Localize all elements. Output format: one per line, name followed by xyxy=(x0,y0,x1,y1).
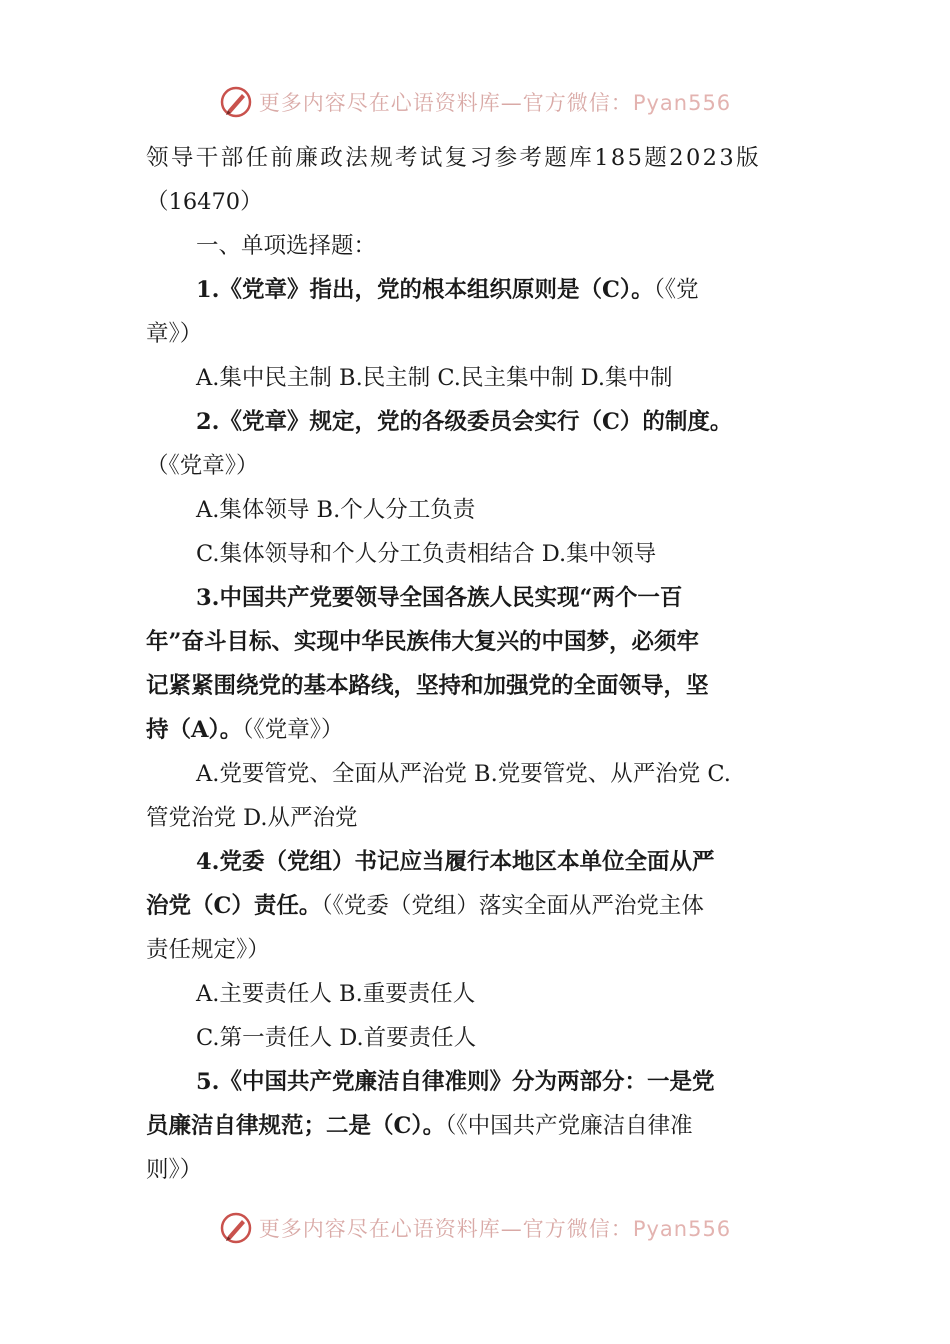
question-2-options-1: A.集体领导 B.个人分工负责 xyxy=(196,497,476,523)
pen-logo-icon xyxy=(219,85,253,119)
question-2-options-2: C.集体领导和个人分工负责相结合 D.集中领导 xyxy=(196,541,657,567)
question-3-options-1: A.党要管党、全面从严治党 B.党要管党、从严治党 C. xyxy=(196,761,731,787)
question-1-options: A.集中民主制 B.民主制 C.民主集中制 D.集中制 xyxy=(196,365,673,391)
question-4-cont: 治党（C）责任。（《党委（党组）落实全面从严治党主体 xyxy=(146,893,704,919)
footer-banner xyxy=(0,1208,950,1248)
wechat-id: Pyan556 xyxy=(632,91,732,115)
banner-text: 更多内容尽在心语资料库—官方微信：Pyan556 xyxy=(258,91,732,115)
wechat-id: Pyan556 xyxy=(632,1217,732,1241)
question-3-cont-1: 年”奋斗目标、实现中华民族伟大复兴的中国梦，必须牢 xyxy=(146,629,699,655)
question-5-source: 则》） xyxy=(146,1157,203,1183)
question-5-cont: 员廉洁自律规范；二是（C）。（《中国共产党廉洁自律准 xyxy=(146,1113,693,1139)
question-4-options-2: C.第一责任人 D.首要责任人 xyxy=(196,1025,477,1051)
header-banner xyxy=(0,82,950,122)
question-3-cont-3: 持（A）。（《党章》） xyxy=(146,717,344,743)
question-2: 2.《党章》规定，党的各级委员会实行（C）的制度。 xyxy=(196,409,733,435)
question-4-source: 责任规定》） xyxy=(146,937,270,963)
question-2-source: （《党章》） xyxy=(146,453,259,479)
question-4-options-1: A.主要责任人 B.重要责任人 xyxy=(196,981,476,1007)
question-1: 1.《党章》指出，党的根本组织原则是（C）。（《党 xyxy=(196,277,699,303)
doc-title-line2: （16470） xyxy=(146,189,263,215)
question-4: 4.党委（党组）书记应当履行本地区本单位全面从严 xyxy=(196,849,715,875)
question-5: 5.《中国共产党廉洁自律准则》分为两部分：一是党 xyxy=(196,1069,715,1095)
question-3-cont-2: 记紧紧围绕党的基本路线，坚持和加强党的全面领导，坚 xyxy=(146,673,709,699)
question-3-options-2: 管党治党 D.从严治党 xyxy=(146,805,358,831)
document-body xyxy=(146,136,806,1192)
section-heading: 一、单项选择题： xyxy=(196,233,377,259)
question-3: 3.中国共产党要领导全国各族人民实现“两个一百 xyxy=(196,585,683,611)
banner-text: 更多内容尽在心语资料库—官方微信：Pyan556 xyxy=(258,1217,732,1241)
question-1-cont: 章》） xyxy=(146,321,203,347)
doc-title-line1: 领导干部任前廉政法规考试复习参考题库185题2023版 xyxy=(146,145,762,171)
pen-logo-icon xyxy=(219,1211,253,1245)
